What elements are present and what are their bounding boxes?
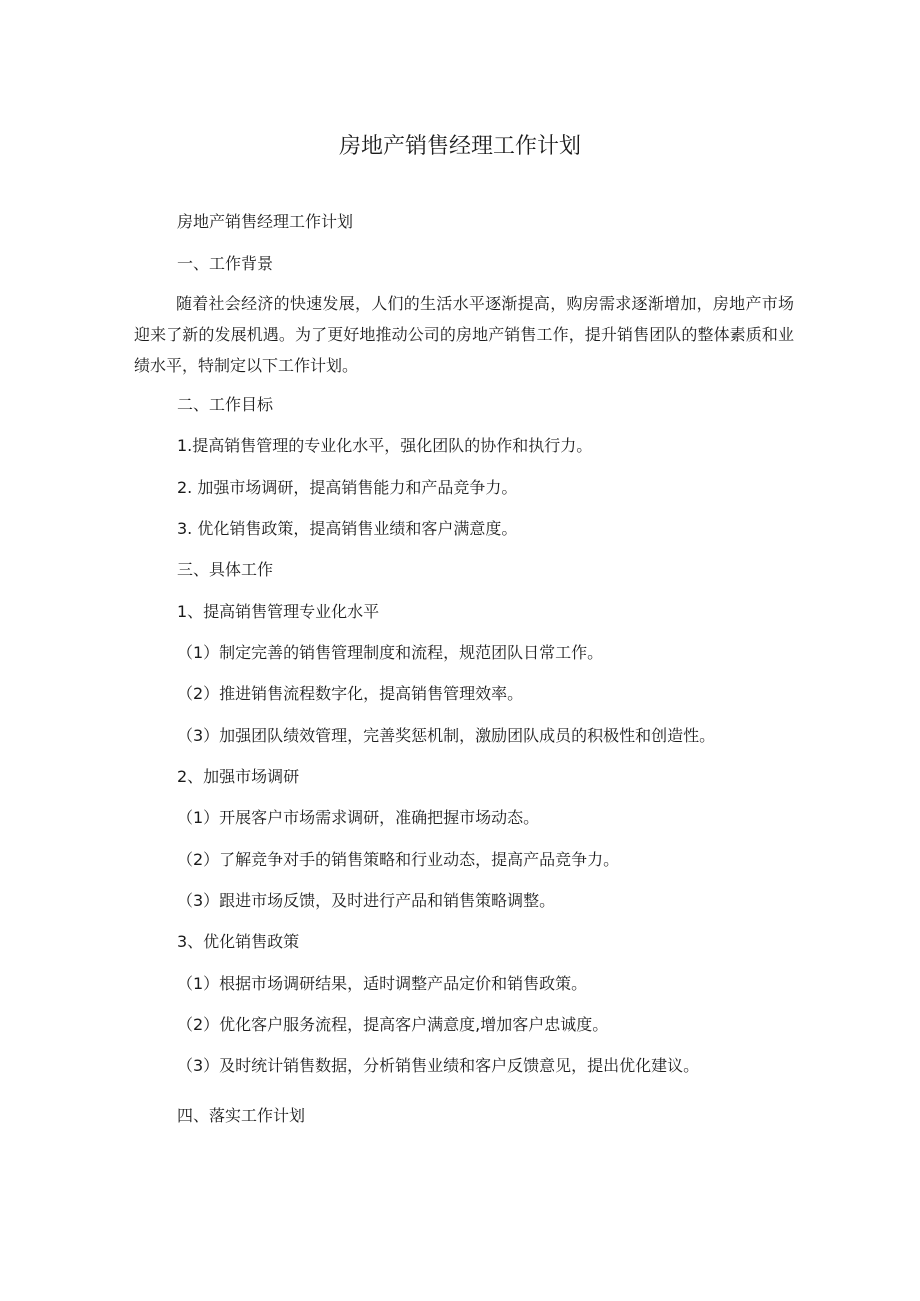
task-item: （3）加强团队绩效管理，完善奖惩机制，激励团队成员的积极性和创造性。 bbox=[177, 726, 716, 745]
goal-item: 2. 加强市场调研，提高销售能力和产品竞争力。 bbox=[177, 478, 518, 497]
document-subtitle: 房地产销售经理工作计划 bbox=[177, 212, 354, 231]
goal-item: 3. 优化销售政策，提高销售业绩和客户满意度。 bbox=[177, 519, 518, 538]
task-heading: 2、加强市场调研 bbox=[177, 767, 300, 786]
task-item: （3）跟进市场反馈，及时进行产品和销售策略调整。 bbox=[177, 891, 556, 910]
task-heading: 3、优化销售政策 bbox=[177, 932, 300, 951]
section-heading-background: 一、工作背景 bbox=[177, 254, 274, 273]
background-paragraph: 随着社会经济的快速发展，人们的生活水平逐渐提高，购房需求逐渐增加，房地产市场迎来了新的发展机遇。为了更好地推动公司的房地产销售工作，提升销售团队的整体素质和业绩水平，特制定以下工作计划。 bbox=[134, 294, 794, 375]
task-item: （1）开展客户市场需求调研，准确把握市场动态。 bbox=[177, 808, 540, 827]
goal-item: 1.提高销售管理的专业化水平，强化团队的协作和执行力。 bbox=[177, 436, 593, 455]
task-item: （2）了解竞争对手的销售策略和行业动态，提高产品竞争力。 bbox=[177, 850, 620, 869]
task-heading: 1、提高销售管理专业化水平 bbox=[177, 602, 380, 621]
document-title: 房地产销售经理工作计划 bbox=[338, 134, 581, 159]
section-heading-goals: 二、工作目标 bbox=[177, 395, 274, 414]
section-heading-implementation: 四、落实工作计划 bbox=[177, 1106, 306, 1125]
task-item: （1）根据市场调研结果，适时调整产品定价和销售政策。 bbox=[177, 974, 588, 993]
task-item: （1）制定完善的销售管理制度和流程，规范团队日常工作。 bbox=[177, 643, 604, 662]
task-item: （3）及时统计销售数据，分析销售业绩和客户反馈意见，提出优化建议。 bbox=[177, 1056, 700, 1075]
section-heading-tasks: 三、具体工作 bbox=[177, 560, 274, 579]
task-item: （2）优化客户服务流程，提高客户满意度,增加客户忠诚度。 bbox=[177, 1015, 609, 1034]
task-item: （2）推进销售流程数字化，提高销售管理效率。 bbox=[177, 684, 524, 703]
